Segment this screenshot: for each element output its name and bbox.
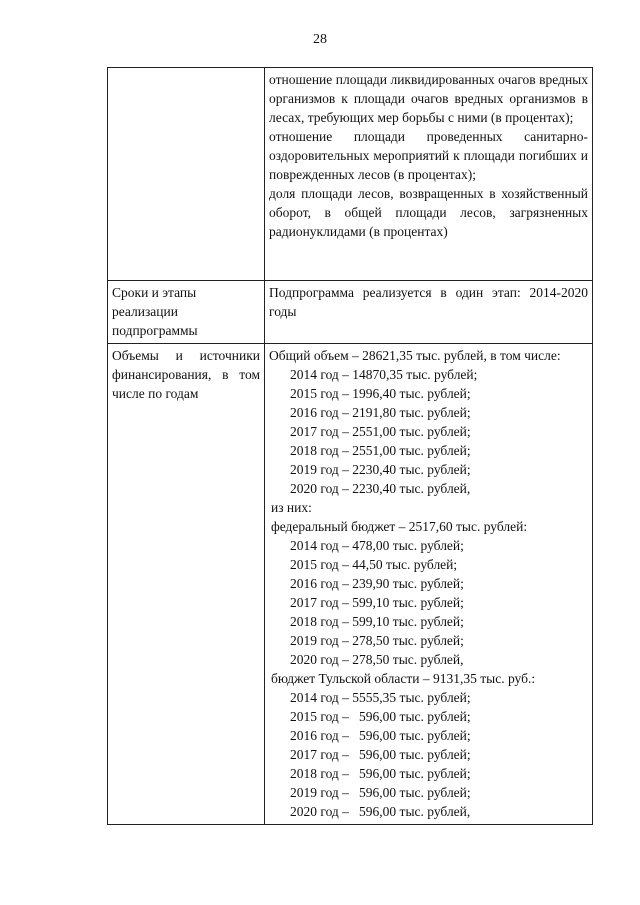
regional-year-line: 2017 год – 596,00 тыс. рублей;: [290, 747, 471, 762]
federal-year-line: 2017 год – 599,10 тыс. рублей;: [290, 595, 464, 610]
regional-year-line: 2020 год – 596,00 тыс. рублей,: [290, 804, 471, 819]
federal-year-line: 2020 год – 278,50 тыс. рублей,: [290, 652, 464, 667]
total-year-line: 2019 год – 2230,40 тыс. рублей;: [290, 462, 471, 477]
indicator-paragraph: доля площади лесов, возвращенных в хозяйственный оборот, в общей площади лесов, загрязненных радионуклидами (в процентах): [269, 186, 588, 239]
total-year-line: 2016 год – 2191,80 тыс. рублей;: [290, 405, 471, 420]
timing-label-cell: [108, 281, 265, 344]
table-row-financing: [108, 344, 593, 825]
passport-table: [107, 67, 593, 825]
total-year-line: 2017 год – 2551,00 тыс. рублей;: [290, 424, 471, 439]
financing-value-cell: [265, 344, 593, 825]
financing-label-cell: [108, 344, 265, 825]
regional-year-line: 2018 год – 596,00 тыс. рублей;: [290, 766, 471, 781]
regional-year-line: 2019 год – 596,00 тыс. рублей;: [290, 785, 471, 800]
federal-budget-title: федеральный бюджет – 2517,60 тыс. рублей:: [271, 519, 528, 534]
regional-year-line: 2016 год – 596,00 тыс. рублей;: [290, 728, 471, 743]
federal-year-line: 2014 год – 478,00 тыс. рублей;: [290, 538, 464, 553]
indicator-paragraph: отношение площади ликвидированных очагов вредных организмов к площади очагов вредных организмов в лесах, требующих мер борьбы с ними (в процентах);: [269, 72, 588, 125]
table-row-indicators: [108, 68, 593, 281]
indicators-label-cell: [108, 68, 265, 281]
timing-label: Сроки и этапы реализации подпрограммы: [112, 285, 198, 338]
page-number: 28: [313, 32, 327, 47]
federal-year-line: 2018 год – 599,10 тыс. рублей;: [290, 614, 464, 629]
federal-year-line: 2019 год – 278,50 тыс. рублей;: [290, 633, 464, 648]
federal-year-line: 2015 год – 44,50 тыс. рублей;: [290, 557, 458, 572]
total-year-line: 2014 год – 14870,35 тыс. рублей;: [290, 367, 478, 382]
total-year-line: 2020 год – 2230,40 тыс. рублей,: [290, 481, 471, 496]
financing-label: Объемы и источники финансирования, в том числе по годам: [112, 348, 260, 401]
total-year-line: 2018 год – 2551,00 тыс. рублей;: [290, 443, 471, 458]
timing-value-cell: [265, 281, 593, 344]
timing-value: Подпрограмма реализуется в один этап: 2014-2020 годы: [269, 285, 588, 319]
financing-total: Общий объем – 28621,35 тыс. рублей, в том числе:: [269, 348, 561, 363]
of-them-label: из них:: [271, 500, 312, 515]
indicators-value-cell: [265, 68, 593, 281]
table-row-timing: [108, 281, 593, 344]
regional-year-line: 2014 год – 5555,35 тыс. рублей;: [290, 690, 471, 705]
indicator-paragraph: отношение площади проведенных санитарно-оздоровительных мероприятий к площади погибших и поврежденных лесов (в процентах);: [269, 129, 588, 182]
total-year-line: 2015 год – 1996,40 тыс. рублей;: [290, 386, 471, 401]
regional-year-line: 2015 год – 596,00 тыс. рублей;: [290, 709, 471, 724]
federal-year-line: 2016 год – 239,90 тыс. рублей;: [290, 576, 464, 591]
regional-budget-title: бюджет Тульской области – 9131,35 тыс. руб.:: [271, 671, 536, 686]
